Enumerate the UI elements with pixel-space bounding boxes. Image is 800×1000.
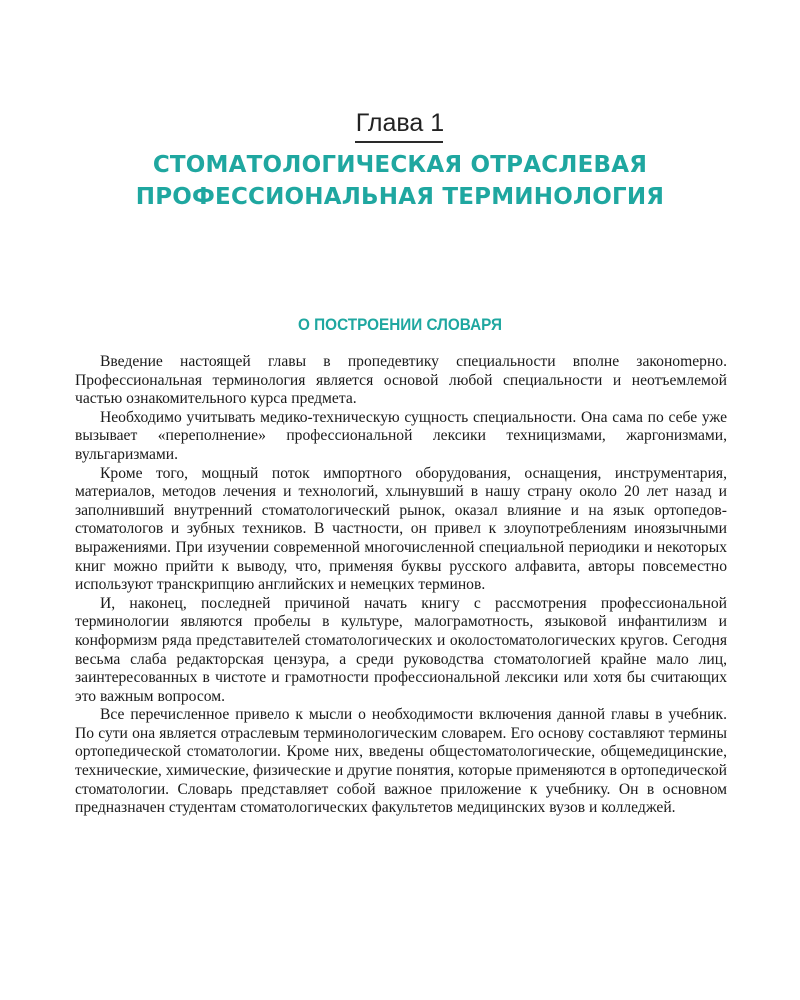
paragraph-5: Все перечисленное привело к мысли о необходимости включения данной главы в учебник. По сути она является отраслевым терминологическим словарем. Его основу составляют термины ортопедической стоматологии. Кроме них, введены общестоматологические, общемедицинские, технические, химические, физические и другие понятия, которые применяются в ортопедической стоматологии. Словарь представляет собой важное приложение к учебнику. Он в основном предназначен студентам стоматологических факультетов медицинских вузов и колледжей. xyxy=(75,706,727,817)
chapter-title-line-2: ПРОФЕССИОНАЛЬНАЯ ТЕРМИНОЛОГИЯ xyxy=(135,184,665,210)
chapter-title-line-1: СТОМАТОЛОГИЧЕСКАЯ ОТРАСЛЕВАЯ xyxy=(152,152,648,178)
chapter-underline xyxy=(355,141,443,143)
paragraph-2: Необходимо учитывать медико-техническую сущность специальности. Она сама по себе уже вызывает «переполнение» профессиональной лексики техницизмами, жаргонизмами, вульгаризмами. xyxy=(75,408,727,463)
section-title: О ПОСТРОЕНИИ СЛОВАРЯ xyxy=(298,315,502,334)
body-text xyxy=(75,353,727,818)
chapter-label: Глава 1 xyxy=(355,109,445,137)
paragraph-4: И, наконец, последней причиной начать книгу с рассмотрения профессиональной терминологии являются пробелы в культуре, малограмотность, языковой инфантилизм и конформизм ряда представителей стоматологических и околостоматологических кругов. Сегодня весьма слаба редакторская цензура, а среди руководства стоматологией крайне мало лиц, заинтересованных в чистоте и грамотности профессиональной лексики или хотя бы считающих это важным вопросом. xyxy=(75,594,727,705)
paragraph-3: Кроме того, мощный поток импортного оборудования, оснащения, инструментария, материалов, методов лечения и технологий, хлынувший в нашу страну около 20 лет назад и заполнивший внутренний стоматологический рынок, оказал влияние и на язык ортопедов-стоматологов и зубных техников. В частности, он привел к злоупотреблениям иноязычными выражениями. При изучении современной многочисленной специальной периодики и некоторых книг можно прийти к выводу, что, применяя буквы русского алфавита, авторы повсеместно используют транскрипцию английских и немецких терминов. xyxy=(75,464,727,594)
chapter-title xyxy=(0,149,800,213)
paragraph-1: Введение настоящей главы в пропедевтику специальности вполне законоmерно. Профессиональная терминология является основой любой специальности и неотъемлемой частью ознакомительного курса предмета. xyxy=(75,353,727,408)
